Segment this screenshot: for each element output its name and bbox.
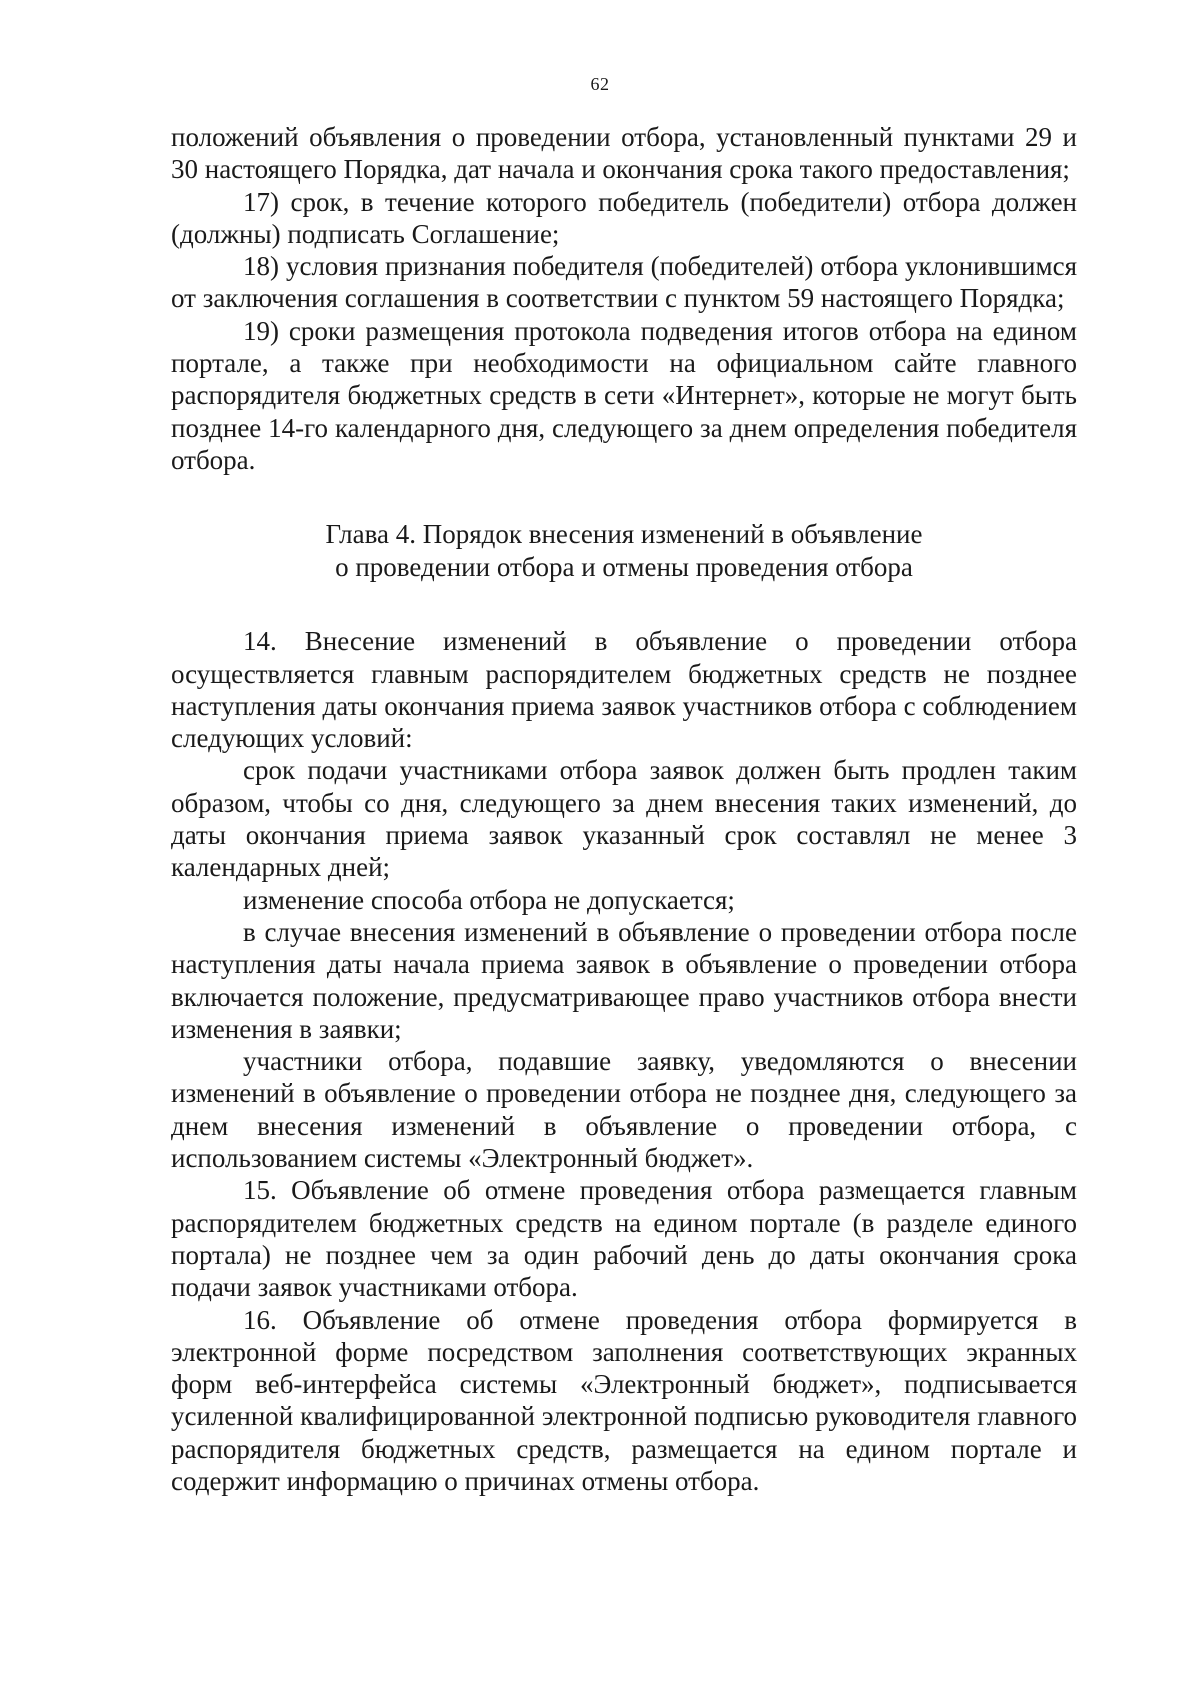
list-item-17: 17) срок, в течение которого победитель (победители) отбора должен (должны) подписать Соглашение; xyxy=(171,186,1077,249)
paragraph-14-condition-4: участники отбора, подавшие заявку, уведомляются о внесении изменений в объявление о проведении отбора не позднее дня, следующего за днем внесения изменений в объявление о проведении отбора, с использованием системы «Электронный бюджет». xyxy=(171,1046,1077,1174)
paragraph-14-condition-2: изменение способа отбора не допускается; xyxy=(243,884,735,915)
chapter-heading xyxy=(171,518,1077,584)
chapter-heading-line-2: о проведении отбора и отмены проведения отбора xyxy=(335,552,913,583)
paragraph-14-condition-3: в случае внесения изменений в объявление о проведении отбора после наступления даты начала приема заявок в объявление о проведении отбора включается положение, предусматривающее право участников отбора внести изменения в заявки; xyxy=(171,916,1077,1044)
page-number: 62 xyxy=(590,74,610,94)
paragraph-16: 16. Объявление об отмене проведения отбора формируется в электронной форме посредством заполнения соответствующих экранных форм веб-интерфейса системы «Электронный бюджет», подписывается усиленной квалифицированной электронной подписью руководителя главного распорядителя бюджетных средств, размещается на едином портале и содержит информацию о причинах отмены отбора. xyxy=(171,1304,1077,1496)
paragraph-continuation: положений объявления о проведении отбора, установленный пунктами 29 и 30 настоящего Порядка, дат начала и окончания срока такого предоставления; xyxy=(171,122,1077,185)
paragraph-14: 14. Внесение изменений в объявление о проведении отбора осуществляется главным распорядителем бюджетных средств не позднее наступления даты окончания приема заявок участников отбора с соблюдением следующих условий: xyxy=(171,626,1077,754)
document-body xyxy=(171,121,1077,1497)
list-item-19: 19) сроки размещения протокола подведения итогов отбора на едином портале, а также при необходимости на официальном сайте главного распорядителя бюджетных средств в сети «Интернет», которые не могут быть позднее 14-го календарного дня, следующего за днем определения победителя отбора. xyxy=(171,315,1077,475)
list-item-18: 18) условия признания победителя (победителей) отбора уклонившимся от заключения соглашения в соответствии с пунктом 59 настоящего Порядка; xyxy=(171,251,1077,314)
paragraph-15: 15. Объявление об отмене проведения отбора размещается главным распорядителем бюджетных средств на едином портале (в разделе единого портала) не позднее чем за один рабочий день до даты окончания срока подачи заявок участниками отбора. xyxy=(171,1175,1077,1303)
paragraph-14-condition-1: срок подачи участниками отбора заявок должен быть продлен таким образом, чтобы со дня, следующего за днем внесения таких изменений, до даты окончания приема заявок указанный срок составлял не менее 3 календарных дней; xyxy=(171,755,1077,883)
chapter-heading-line-1: Глава 4. Порядок внесения изменений в объявление xyxy=(325,519,923,550)
